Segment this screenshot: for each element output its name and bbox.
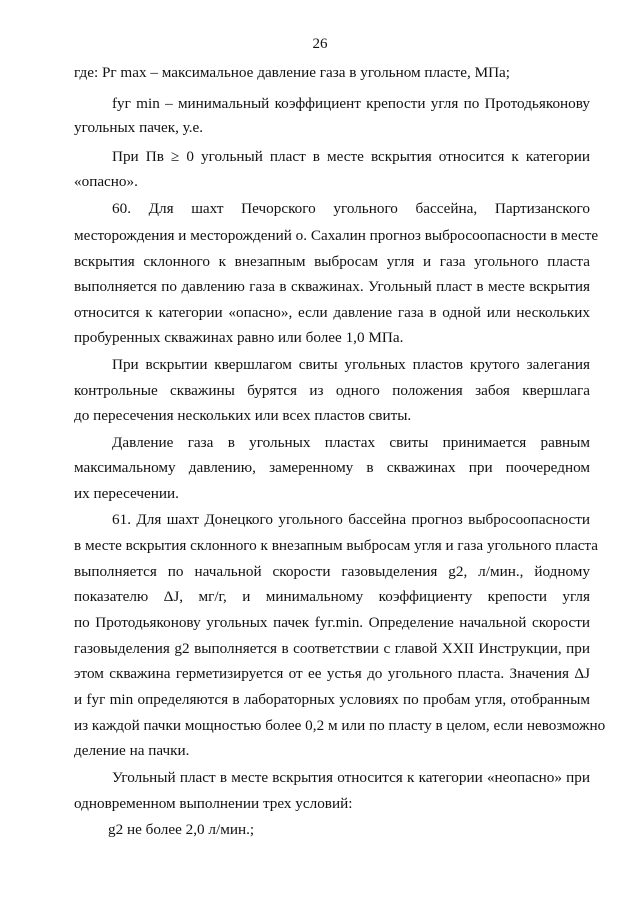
text-line: 61. Для шахт Донецкого угольного бассейна прогноз выбросоопасности — [112, 511, 590, 528]
text-line: угольных пачек, у.е. — [74, 119, 204, 136]
text-line: Угольный пласт в месте вскрытия относится к категории «неопасно» при — [112, 769, 590, 786]
text-line: из каждой пачки мощностью более 0,2 м или по пласту в целом, если невозможно — [74, 717, 606, 734]
text-line: При вскрытии квершлагом свиты угольных пластов крутого залегания — [112, 356, 590, 373]
text-line: 60. Для шахт Печорского угольного бассейна, Партизанского — [112, 200, 590, 217]
text-line: При Пв ≥ 0 угольный пласт в месте вскрытия относится к категории — [112, 148, 590, 165]
text-line: g2 не более 2,0 л/мин.; — [108, 821, 255, 838]
text-line: этом скважина герметизируется от ее устья до угольного пласта. Значения ΔJ — [74, 665, 590, 682]
text-line: пробуренных скважинах равно или более 1,0 МПа. — [74, 329, 404, 346]
text-line: вскрытия склонного к внезапным выбросам угля и газа угольного пласта — [74, 253, 590, 270]
text-line: fуг min – минимальный коэффициент крепости угля по Протодьяконову — [112, 95, 590, 112]
text-line: их пересечении. — [74, 485, 179, 502]
text-line: относится к категории «опасно», если давление газа в одной или нескольких — [74, 304, 590, 321]
text-line: деление на пачки. — [74, 742, 190, 759]
text-line: и fуг min определяются в лабораторных условиях по пробам угля, отобранным — [74, 691, 590, 708]
text-line: в месте вскрытия склонного к внезапным выбросам угля и газа угольного пласта — [74, 537, 598, 554]
text-line: «опасно». — [74, 173, 138, 190]
text-line: выполняется по давлению газа в скважинах. Угольный пласт в месте вскрытия — [74, 278, 590, 295]
text-line: Давление газа в угольных пластах свиты принимается равным — [112, 434, 590, 451]
text-line: выполняется по начальной скорости газовыделения g2, л/мин., йодному — [74, 563, 590, 580]
text-line: по Протодьяконову угольных пачек fуг.min. Определение начальной скорости — [74, 614, 590, 631]
text-line: месторождения и месторождений о. Сахалин прогноз выбросоопасности в месте — [74, 227, 599, 244]
text-line: максимальному давлению, замеренному в скважинах при поочередном — [74, 459, 590, 476]
page-number: 26 — [312, 36, 328, 52]
text-line: контрольные скважины бурятся из одного положения забоя квершлага — [74, 382, 590, 399]
text-line: до пересечения нескольких или всех пластов свиты. — [74, 407, 412, 424]
text-line: газовыделения g2 выполняется в соответствии с главой XXII Инструкции, при — [74, 640, 590, 657]
text-line: одновременном выполнении трех условий: — [74, 795, 353, 812]
text-line: где: Pг max – максимальное давление газа в угольном пласте, МПа; — [74, 64, 511, 81]
text-line: показателю ΔJ, мг/г, и минимальному коэффициенту крепости угля — [74, 588, 590, 605]
